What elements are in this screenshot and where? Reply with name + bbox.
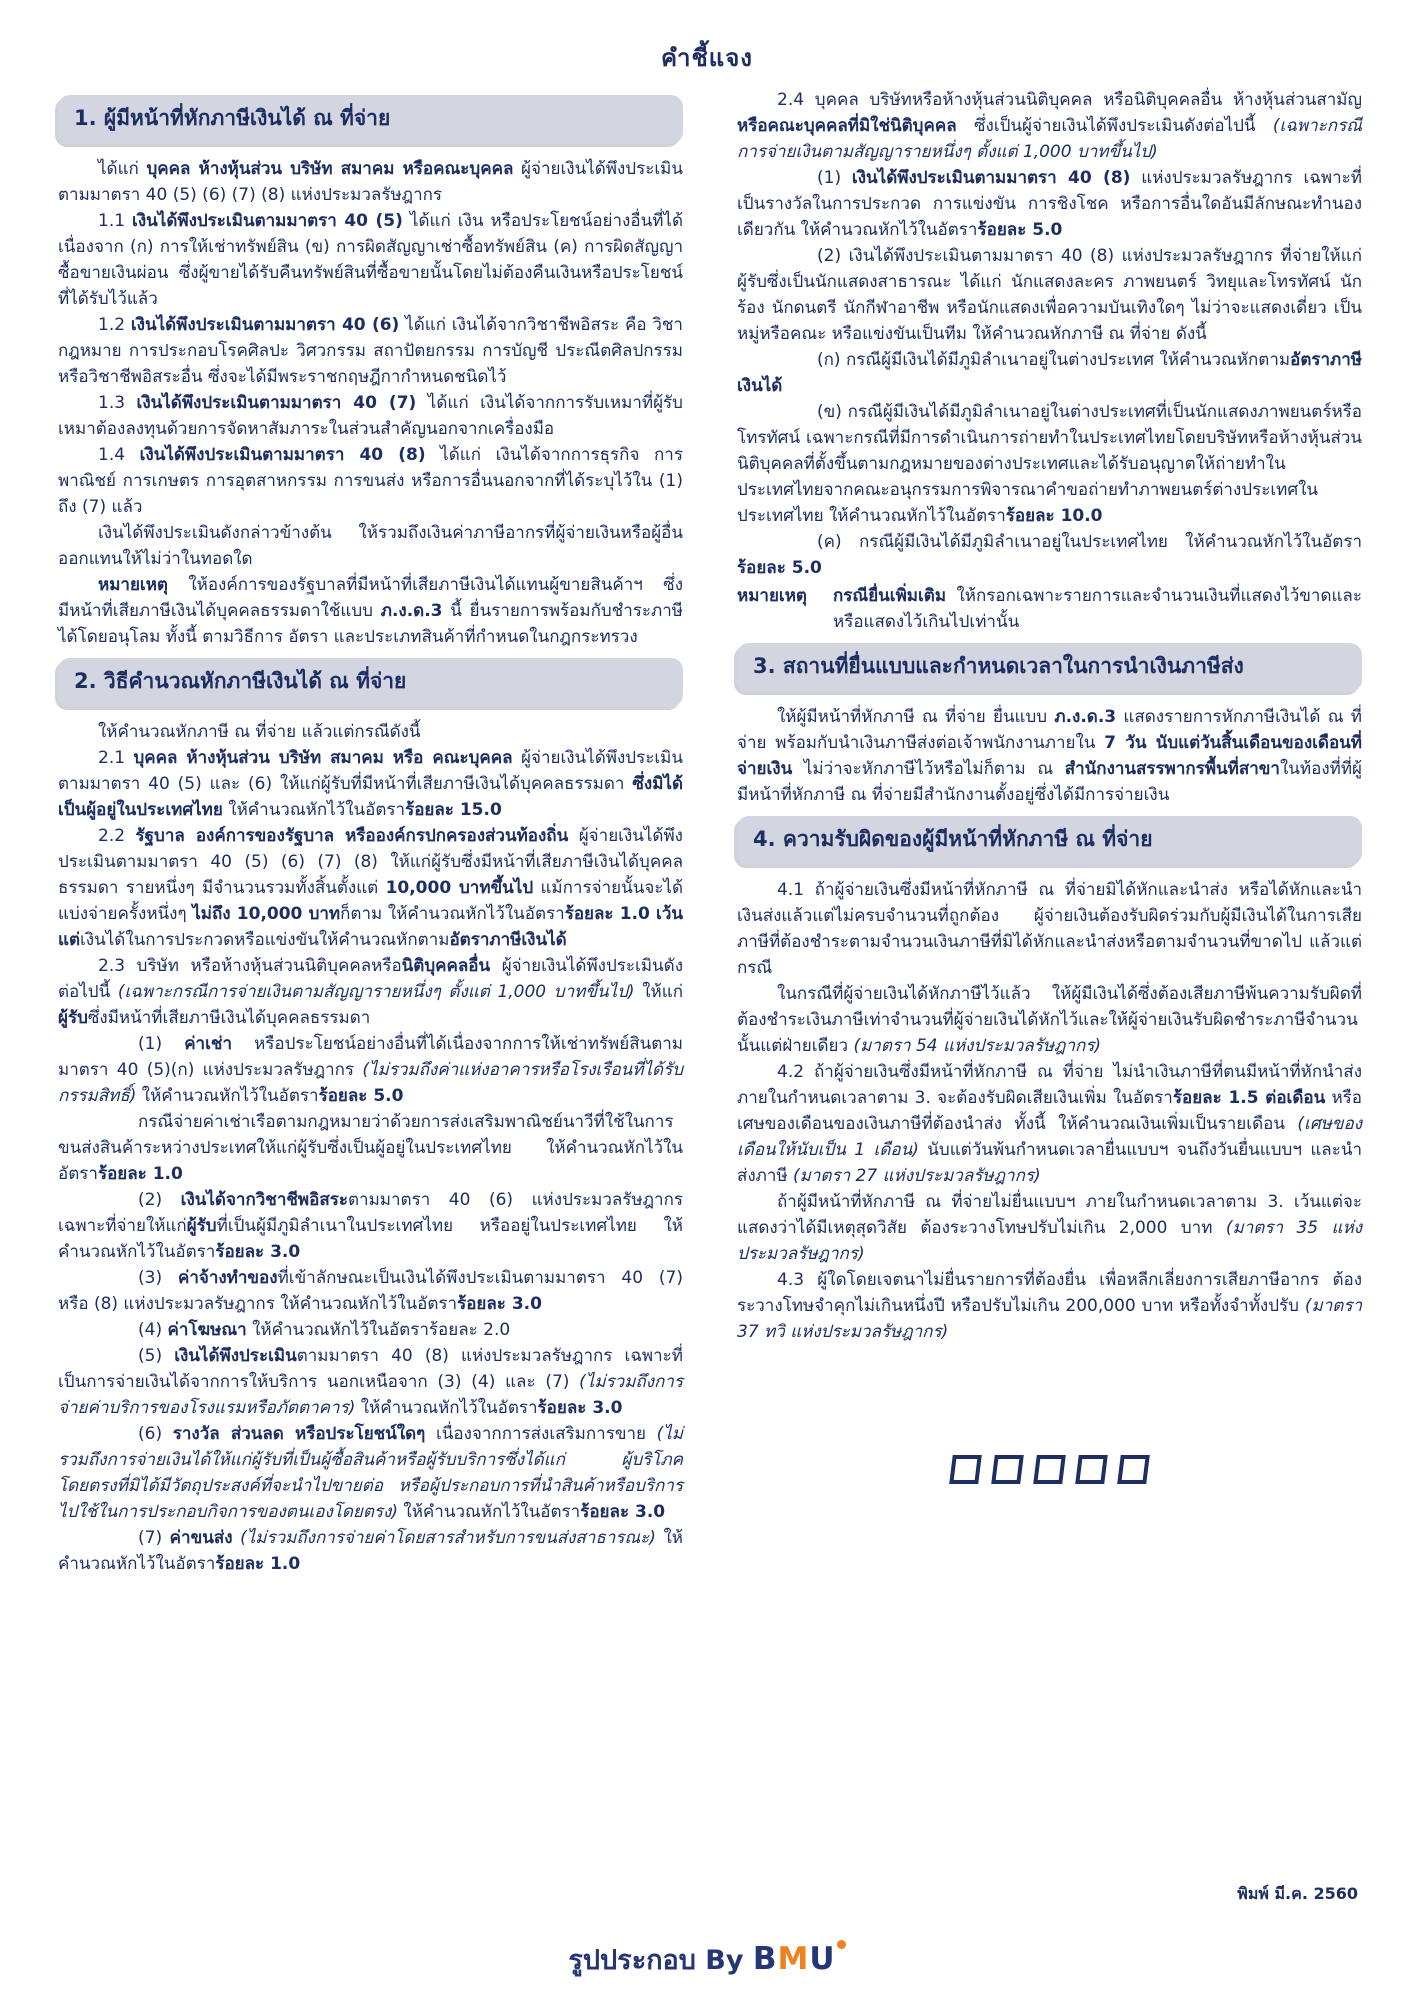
right-column xyxy=(737,87,1362,1577)
paragraph: หมายเหตุ ให้องค์การของรัฐบาลที่มีหน้าที่เสียภาษีเงินได้แทนผู้ขายสินค้าฯ ซึ่งมีหน้าที่เสียภาษีเงินได้บุคคลธรรมดาใช้แบบ ภ.ง.ด.3 นี้ ยื่นรายการพร้อมกับชำระภาษีได้โดยอนุโลม ทั้งนี้ ตามวิธีการ อัตรา และประเภทสินค้าที่กำหนดในกฎกระทรวง xyxy=(58,575,683,647)
paragraph: 1.1 เงินได้พึงประเมินตามมาตรา 40 (5) ได้แก่ เงิน หรือประโยชน์อย่างอื่นที่ได้เนื่องจาก (ก) การให้เช่าทรัพย์สิน (ข) การผิดสัญญาเช่าซื้อทรัพย์สิน (ค) การผิดสัญญาซื้อขายเงินผ่อน ซึ่งผู้ขายได้รับคืนทรัพย์สินที่ซื้อขายนั้นโดยไม่ต้องคืนเงินหรือประโยชน์ที่ได้รับไว้แล้ว xyxy=(58,211,683,309)
paragraph: 4.1 ถ้าผู้จ่ายเงินซึ่งมีหน้าที่หักภาษี ณ ที่จ่ายมิได้หักและนำส่ง หรือได้หักและนำเงินส่งแล้วแต่ไม่ครบจำนวนที่ถูกต้อง ผู้จ่ายเงินต้องรับผิดร่วมกับผู้มีเงินได้ในการเสียภาษีที่ต้องชำระตามจำนวนเงินภาษีที่มิได้หักและนำส่งหรือตามจำนวนที่ขาดไป แล้วแต่กรณี xyxy=(737,880,1362,978)
print-date: พิมพ์ มี.ค. 2560 xyxy=(1237,1884,1358,1903)
paragraph: 1.3 เงินได้พึงประเมินตามมาตรา 40 (7) ได้แก่ เงินได้จากการรับเหมาที่ผู้รับเหมาต้องลงทุนด้วยการจัดหาสัมภาระในส่วนสำคัญนอกจากเครื่องมือ xyxy=(58,393,683,439)
logo-letter-m: M xyxy=(777,1941,810,1977)
paragraph: ถ้าผู้มีหน้าที่หักภาษี ณ ที่จ่ายไม่ยื่นแบบฯ ภายในกำหนดเวลาตาม 3. เว้นแต่จะแสดงว่าได้มีเหตุสุดวิสัย ต้องระวางโทษปรับไม่เกิน 2,000 บาท (มาตรา 35 แห่งประมวลรัษฎากร) xyxy=(737,1192,1362,1264)
bmu-logo xyxy=(0,1938,1414,1981)
left-column xyxy=(58,87,683,1577)
logo-prefix: รูปประกอบ By xyxy=(568,1945,744,1976)
paragraph: (6) รางวัล ส่วนลด หรือประโยชน์ใดๆ เนื่องจากการส่งเสริมการขาย (ไม่รวมถึงการจ่ายเงินได้ให้แก่ผู้รับที่เป็นผู้ซื้อสินค้าหรือผู้รับบริการซึ่งได้แก่ ผู้บริโภคโดยตรงที่มิได้มีวัตถุประสงค์ที่จะนำไปขายต่อ หรือผู้ประกอบการที่นำสินค้าหรือบริการไปใช้ในการประกอบกิจการของตนเองโดยตรง) ให้คำนวณหักไว้ในอัตราร้อยละ 3.0 xyxy=(58,1424,683,1522)
paragraph: 4.3 ผู้ใดโดยเจตนาไม่ยื่นรายการที่ต้องยื่น เพื่อหลีกเลี่ยงการเสียภาษีอากร ต้องระวางโทษจำคุกไม่เกินหนึ่งปี หรือปรับไม่เกิน 200,000 บาท หรือทั้งจำทั้งปรับ (มาตรา 37 ทวิ แห่งประมวลรัษฎากร) xyxy=(737,1270,1362,1342)
page-title: คำชี้แจง xyxy=(660,44,754,72)
paragraph: 4.2 ถ้าผู้จ่ายเงินซึ่งมีหน้าที่หักภาษี ณ ที่จ่าย ไม่นำเงินภาษีที่ตนมีหน้าที่หักนำส่งภายในกำหนดเวลาตาม 3. จะต้องรับผิดเสียเงินเพิ่ม ในอัตราร้อยละ 1.5 ต่อเดือน หรือเศษของเดือนของเงินภาษีที่ต้องนำส่ง ทั้งนี้ ให้คำนวณเงินเพิ่มเป็นรายเดือน (เศษของเดือนให้นับเป็น 1 เดือน) นับแต่วันพ้นกำหนดเวลายื่นแบบฯ จนถึงวันยื่นแบบฯ และนำส่งภาษี (มาตรา 27 แห่งประมวลรัษฎากร) xyxy=(737,1062,1363,1186)
paragraph: (ข) กรณีผู้มีเงินได้มีภูมิลำเนาอยู่ในต่างประเทศที่เป็นนักแสดงภาพยนตร์หรือโทรทัศน์ เฉพาะกรณีที่มีการดำเนินการถ่ายทำในประเทศไทยโดยบริษัทหรือห้างหุ้นส่วนนิติบุคคลที่ตั้งขึ้นตามกฎหมายของต่างประเทศและได้รับอนุญาตให้ถ่ายทำในประเทศไทยจากคณะอนุกรรมการพิจารณาคำขอถ่ายทำภาพยนตร์ต่างประเทศในประเทศไทย ให้คำนวณหักไว้ในอัตราร้อยละ 10.0 xyxy=(737,402,1362,526)
paragraph: (2) เงินได้พึงประเมินตามมาตรา 40 (8) แห่งประมวลรัษฎากร ที่จ่ายให้แก่ผู้รับซึ่งเป็นนักแสดงสาธารณะ ได้แก่ นักแสดงละคร ภาพยนตร์ วิทยุและโทรทัศน์ นักร้อง นักดนตรี นักกีฬาอาชีพ หรือนักแสดงเพื่อความบันเทิงใดๆ ไม่ว่าจะแสดงเดี่ยว เป็นหมู่หรือคณะ หรือแข่งขันเป็นทีม ให้คำนวณหักภาษี ณ ที่จ่าย ดังนี้ xyxy=(737,246,1362,344)
paragraph: ในกรณีที่ผู้จ่ายเงินได้หักภาษีไว้แล้ว ให้ผู้มีเงินได้ซึ่งต้องเสียภาษีพ้นความรับผิดที่ต้องชำระเงินภาษีเท่าจำนวนที่ผู้จ่ายเงินได้หักไว้และให้ผู้จ่ายเงินรับผิดชำระภาษีจำนวนนั้นแต่ฝ่ายเดียว (มาตรา 54 แห่งประมวลรัษฎากร) xyxy=(737,984,1362,1056)
paragraph: (1) ค่าเช่า หรือประโยชน์อย่างอื่นที่ได้เนื่องจากการให้เช่าทรัพย์สินตามมาตรา 40 (5)(ก) แห่งประมวลรัษฎากร (ไม่รวมถึงค่าแห่งอาคารหรือโรงเรือนที่ได้รับกรรมสิทธิ์) ให้คำนวณหักไว้ในอัตราร้อยละ 5.0 xyxy=(58,1034,684,1106)
note-block xyxy=(737,583,1362,635)
note-text: กรณียื่นเพิ่มเติม ให้กรอกเฉพาะรายการและจำนวนเงินที่แสดงไว้ขาดและหรือแสดงไว้เกินไปเท่านั้น xyxy=(833,586,1362,632)
paragraph: 2.2 รัฐบาล องค์การของรัฐบาล หรือองค์กรปกครองส่วนท้องถิ่น ผู้จ่ายเงินได้พึงประเมินตามมาตรา 40 (5) (6) (7) (8) ให้แก่ผู้รับซึ่งมีหน้าที่เสียภาษีเงินได้บุคคลธรรมดา รายหนึ่งๆ มีจำนวนรวมทั้งสิ้นตั้งแต่ 10,000 บาทขึ้นไป แม้การจ่ายนั้นจะได้แบ่งจ่ายครั้งหนึ่งๆ ไม่ถึง 10,000 บาทก็ตาม ให้คำนวณหักไว้ในอัตราร้อยละ 1.0 เว้นแต่เงินได้ในการประกวดหรือแข่งขันให้คำนวณหักตามอัตราภาษีเงินได้ xyxy=(58,826,683,950)
section-header: 2. วิธีคำนวณหักภาษีเงินได้ ณ ที่จ่าย xyxy=(58,658,683,707)
paragraph: ได้แก่ บุคคล ห้างหุ้นส่วน บริษัท สมาคม หรือคณะบุคคล ผู้จ่ายเงินได้พึงประเมินตามมาตรา 40 (5) (6) (7) (8) แห่งประมวลรัษฎากร xyxy=(58,159,683,205)
section-header: 3. สถานที่ยื่นแบบและกำหนดเวลาในการนำเงินภาษีส่ง xyxy=(737,643,1362,692)
two-column-layout xyxy=(0,87,1414,1577)
paragraph: เงินได้พึงประเมินดังกล่าวข้างต้น ให้รวมถึงเงินค่าภาษีอากรที่ผู้จ่ายเงินหรือผู้อื่นออกแทนให้ไม่ว่าในทอดใด xyxy=(58,523,683,569)
logo-letter-u: U xyxy=(809,1941,836,1977)
paragraph: (1) เงินได้พึงประเมินตามมาตรา 40 (8) แห่งประมวลรัษฎากร เฉพาะที่เป็นรางวัลในการประกวด การแข่งขัน การชิงโชค หรือการอื่นใดอันมีลักษณะทำนองเดียวกัน ให้คำนวณหักไว้ในอัตราร้อยละ 5.0 xyxy=(737,168,1362,240)
square-icon xyxy=(1033,1455,1066,1484)
paragraph: (2) เงินได้จากวิชาชีพอิสระตามมาตรา 40 (6) แห่งประมวลรัษฎากร เฉพาะที่จ่ายให้แก่ผู้รับที่เป็นผู้มีภูมิลำเนาในประเทศไทย หรืออยู่ในประเทศไทย ให้คำนวณหักไว้ในอัตราร้อยละ 3.0 xyxy=(58,1190,684,1262)
end-of-document-squares xyxy=(737,1455,1362,1484)
section-header: 4. ความรับผิดของผู้มีหน้าที่หักภาษี ณ ที่จ่าย xyxy=(737,816,1362,865)
note-label: หมายเหตุ xyxy=(737,586,807,606)
section-header: 1. ผู้มีหน้าที่หักภาษีเงินได้ ณ ที่จ่าย xyxy=(58,95,683,144)
paragraph: (7) ค่าขนส่ง (ไม่รวมถึงการจ่ายค่าโดยสารสำหรับการขนส่งสาธารณะ) ให้คำนวณหักไว้ในอัตราร้อยละ 1.0 xyxy=(58,1528,684,1574)
paragraph: (5) เงินได้พึงประเมินตามมาตรา 40 (8) แห่งประมวลรัษฎากร เฉพาะที่เป็นการจ่ายเงินได้จากการให้บริการ นอกเหนือจาก (3) (4) และ (7) (ไม่รวมถึงการจ่ายค่าบริการของโรงแรมหรือภัตตาคาร) ให้คำนวณหักไว้ในอัตราร้อยละ 3.0 xyxy=(58,1346,683,1418)
paragraph: กรณีจ่ายค่าเช่าเรือตามกฎหมายว่าด้วยการส่งเสริมพาณิชย์นาวีที่ใช้ในการขนส่งสินค้าระหว่างประเทศให้แก่ผู้รับซึ่งเป็นผู้อยู่ในประเทศไทย ให้คำนวณหักไว้ในอัตราร้อยละ 1.0 xyxy=(58,1112,683,1184)
paragraph: ให้ผู้มีหน้าที่หักภาษี ณ ที่จ่าย ยื่นแบบ ภ.ง.ด.3 แสดงรายการหักภาษีเงินได้ ณ ที่จ่าย พร้อมกับนำเงินภาษีส่งต่อเจ้าพนักงานภายใน 7 วัน นับแต่วันสิ้นเดือนของเดือนที่จ่ายเงิน ไม่ว่าจะหักภาษีไว้หรือไม่ก็ตาม ณ สำนักงานสรรพากรพื้นที่สาขาในท้องที่ที่ผู้มีหน้าที่หักภาษี ณ ที่จ่ายมีสำนักงานตั้งอยู่ซึ่งได้มีการจ่ายเงิน xyxy=(737,707,1363,805)
paragraph: 1.2 เงินได้พึงประเมินตามมาตรา 40 (6) ได้แก่ เงินได้จากวิชาชีพอิสระ คือ วิชากฎหมาย การประกอบโรคศิลปะ วิศวกรรม สถาปัตยกรรม การบัญชี ประณีตศิลปกรรม หรือวิชาชีพอิสระอื่น ซึ่งจะได้มีพระราชกฤษฎีกากำหนดชนิดไว้ xyxy=(58,315,683,387)
square-icon xyxy=(1075,1455,1108,1484)
paragraph: ให้คำนวณหักภาษี ณ ที่จ่าย แล้วแต่กรณีดังนี้ xyxy=(98,722,421,742)
paragraph: (ค) กรณีผู้มีเงินได้มีภูมิลำเนาอยู่ในประเทศไทย ให้คำนวณหักไว้ในอัตราร้อยละ 5.0 xyxy=(737,532,1362,578)
logo-letter-b: B xyxy=(752,1941,778,1977)
paragraph: (3) ค่าจ้างทำของที่เข้าลักษณะเป็นเงินได้พึงประเมินตามมาตรา 40 (7) หรือ (8) แห่งประมวลรัษฎากร ให้คำนวณหักไว้ในอัตราร้อยละ 3.0 xyxy=(58,1268,684,1314)
paragraph: 2.4 บุคคล บริษัทหรือห้างหุ้นส่วนนิติบุคคล หรือนิติบุคคลอื่น ห้างหุ้นส่วนสามัญ หรือคณะบุคคลที่มิใช่นิติบุคคล ซึ่งเป็นผู้จ่ายเงินได้พึงประเมินดังต่อไปนี้ (เฉพาะกรณีการจ่ายเงินตามสัญญารายหนึ่งๆ ตั้งแต่ 1,000 บาทขึ้นไป) xyxy=(737,90,1362,162)
paragraph: 2.3 บริษัท หรือห้างหุ้นส่วนนิติบุคคลหรือนิติบุคคลอื่น ผู้จ่ายเงินได้พึงประเมินดังต่อไปนี้ (เฉพาะกรณีการจ่ายเงินตามสัญญารายหนึ่งๆ ตั้งแต่ 1,000 บาทขึ้นไป) ให้แก่ผู้รับซึ่งมีหน้าที่เสียภาษีเงินได้บุคคลธรรมดา xyxy=(58,956,683,1028)
square-icon xyxy=(991,1455,1024,1484)
paragraph: (ก) กรณีผู้มีเงินได้มีภูมิลำเนาอยู่ในต่างประเทศ ให้คำนวณหักตามอัตราภาษีเงินได้ xyxy=(737,350,1362,396)
paragraph: (4) ค่าโฆษณา ให้คำนวณหักไว้ในอัตราร้อยละ 2.0 xyxy=(138,1320,511,1340)
paragraph: 2.1 บุคคล ห้างหุ้นส่วน บริษัท สมาคม หรือ คณะบุคคล ผู้จ่ายเงินได้พึงประเมินตามมาตรา 40 (5) และ (6) ให้แก่ผู้รับที่มีหน้าที่เสียภาษีเงินได้บุคคลธรรมดา ซึ่งมิได้เป็นผู้อยู่ในประเทศไทย ให้คำนวณหักไว้ในอัตราร้อยละ 15.0 xyxy=(58,748,683,820)
square-icon xyxy=(949,1455,982,1484)
square-icon xyxy=(1117,1455,1150,1484)
logo-dot-icon xyxy=(837,1940,846,1949)
paragraph: 1.4 เงินได้พึงประเมินตามมาตรา 40 (8) ได้แก่ เงินได้จากการธุรกิจ การพาณิชย์ การเกษตร การอุตสาหกรรม การขนส่ง หรือการอื่นนอกจากที่ได้ระบุไว้ใน (1) ถึง (7) แล้ว xyxy=(58,445,683,517)
